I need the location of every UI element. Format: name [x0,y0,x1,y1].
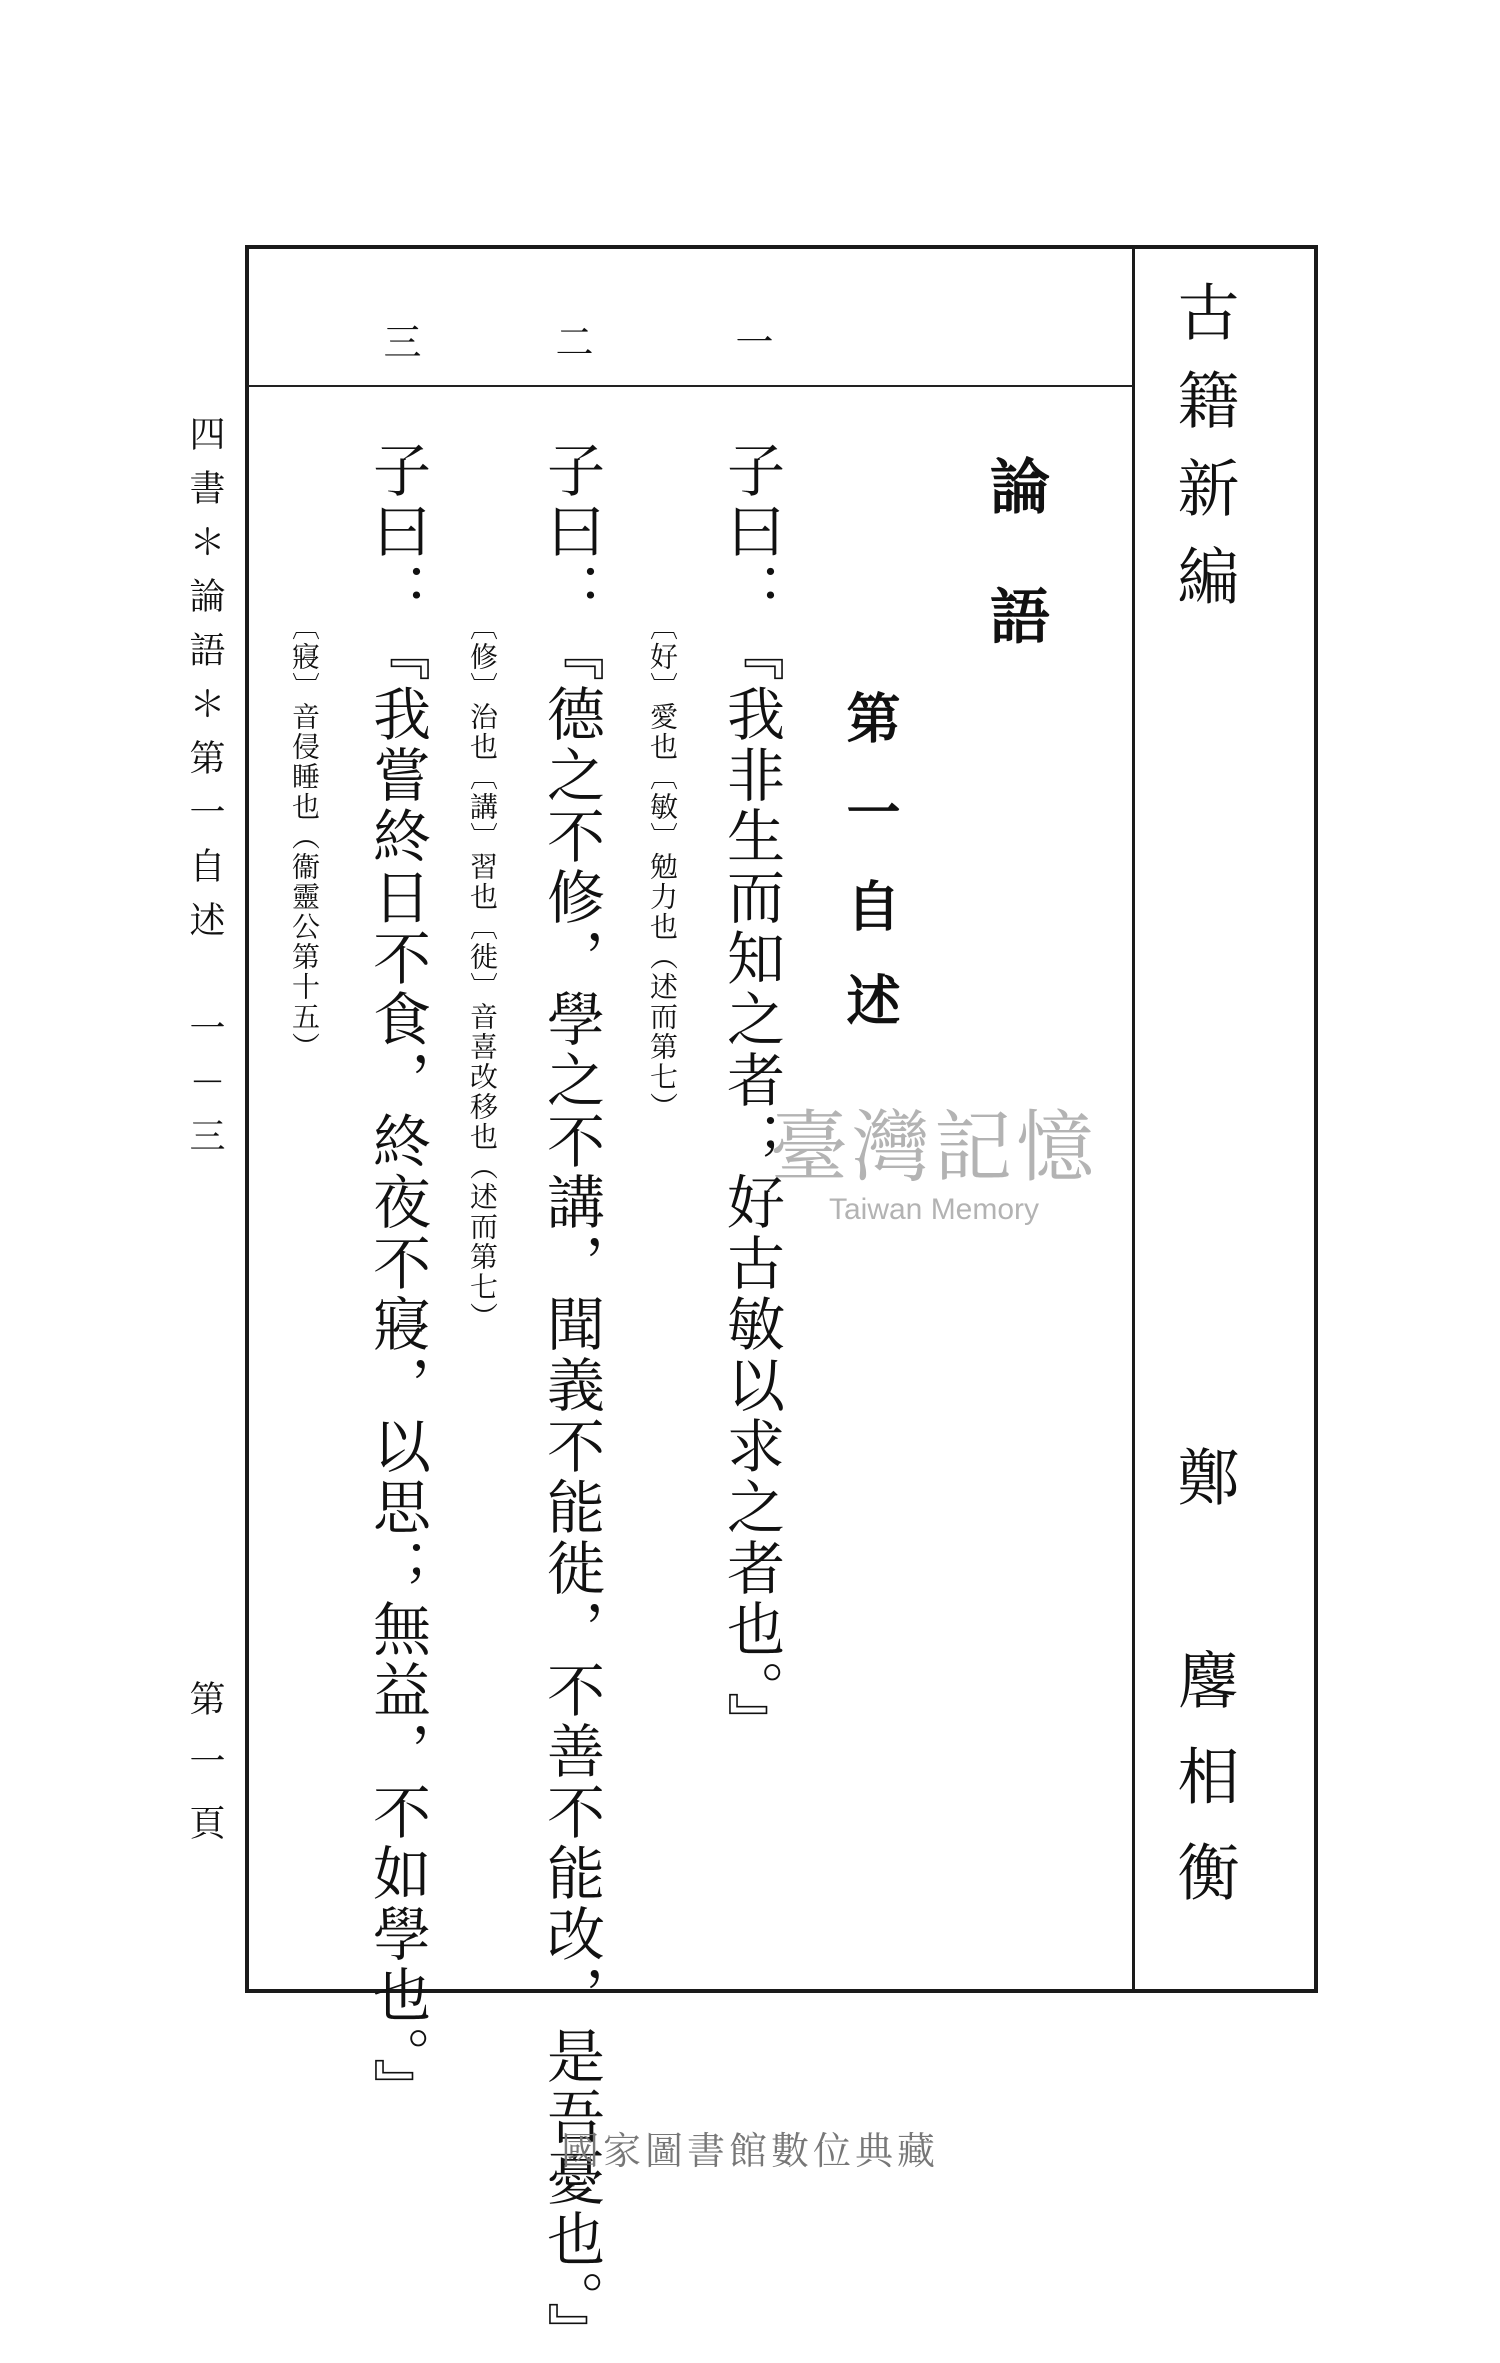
series-title: 古籍新編 [1167,280,1240,632]
item-number-3: 三 [377,322,421,364]
watermark-chinese: 臺灣記憶 [770,1103,1099,1193]
number-header-divider [248,385,1133,387]
item-number-2: 二 [549,322,593,364]
passage-2-note: 〔修〕治也〔講〕習也〔徙〕音喜改移也（述而第七） [466,612,499,1332]
taiwan-memory-watermark [770,1085,1098,1227]
item-number-1: 一 [729,322,773,364]
title-column-divider [1132,245,1135,1993]
running-header-strip: 四書＊論語＊第一自述 一－三 [184,415,225,1171]
passage-1-quote: 子曰：『我非生而知之者；好古敏以求之者也。』 [717,440,785,1753]
passage-3-quote: 子曰：『我嘗終日不食，終夜不寢，以思；無益，不如學也。』 [363,440,431,2119]
passage-1-note: 〔好〕愛也〔敏〕勉力也（述而第七） [646,612,679,1122]
passage-2-quote: 子曰：『德之不修，學之不講，聞義不能徙，不善不能改，是吾憂也。』 [537,440,605,2363]
chapter-title: 第一自述 [838,690,901,1066]
page-number: 第一頁 [184,1680,225,1866]
archive-footer: 國家圖書館數位典藏 [560,2129,939,2173]
watermark-english: Taiwan Memory [828,1193,1040,1226]
author-name: 鄭 麐相衡 [1167,1445,1240,1936]
book-title: 論語 [980,455,1050,715]
passage-3-note: 〔寢〕音侵睡也（衞靈公第十五） [288,612,321,1062]
